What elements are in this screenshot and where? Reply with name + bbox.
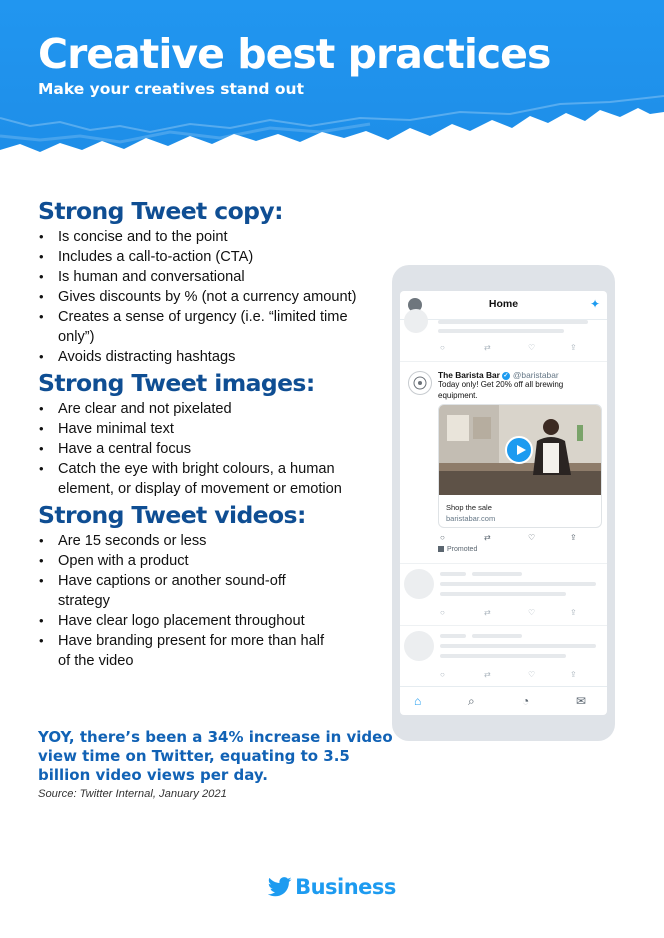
section-heading-copy: Strong Tweet copy: — [38, 197, 283, 225]
bullet-item: • Is concise and to the point — [38, 227, 388, 247]
tweet-author — [438, 370, 559, 380]
placeholder-line — [440, 654, 566, 658]
reply-icon: ○ — [440, 343, 445, 352]
footer-label: Business — [295, 875, 396, 899]
videos-bullets — [38, 531, 388, 671]
share-icon[interactable]: ⇪ — [570, 533, 577, 542]
tweet-text: Today only! Get 20% off all brewing equipment. — [438, 380, 564, 400]
tweet-divider — [400, 361, 607, 362]
timeline-title: Home — [488, 298, 519, 310]
tweet-divider — [400, 625, 607, 626]
placeholder-line — [440, 572, 466, 576]
tweet-media-card[interactable] — [438, 404, 602, 528]
stat-callout: YOY, there’s been a 34% increase in video view time on Twitter, equating to 3.5 billion video views per day. — [38, 728, 393, 784]
bullet-item: • Have a central focus — [38, 439, 388, 459]
twitter-bird-icon — [268, 877, 292, 897]
source-note: Source: Twitter Internal, January 2021 — [38, 788, 227, 800]
reply-icon[interactable]: ○ — [440, 533, 445, 542]
section-heading-videos: Strong Tweet videos: — [38, 501, 306, 529]
page-title: Creative best practices — [38, 30, 551, 78]
footer — [0, 875, 664, 902]
like-icon[interactable]: ♡ — [528, 533, 536, 542]
promoted-text: Promoted — [447, 546, 478, 553]
bullet-item: • Avoids distracting hashtags — [38, 347, 388, 367]
retweet-icon: ⇄ — [484, 608, 491, 617]
retweet-icon: ⇄ — [484, 670, 491, 679]
bullet-item: • Have clear logo placement throughout — [38, 611, 388, 631]
bullet-item: • Gives discounts by % (not a currency amount) — [38, 287, 388, 307]
verified-badge-icon: ✓ — [503, 372, 509, 379]
card-domain: baristabar.com — [446, 514, 496, 523]
placeholder-line — [472, 572, 522, 576]
retweet-icon: ⇄ — [484, 343, 491, 352]
bullet-item: • Catch the eye with bright colours, a human element, or display of movement or emotion — [38, 459, 388, 499]
reply-icon: ○ — [440, 670, 445, 679]
bullet-item: • Open with a product — [38, 551, 388, 571]
bullet-item: • Includes a call-to-action (CTA) — [38, 247, 388, 267]
placeholder-line — [440, 634, 466, 638]
images-bullets — [38, 399, 388, 499]
like-icon: ♡ — [528, 343, 536, 352]
bullet-item: • Are clear and not pixelated — [38, 399, 388, 419]
share-icon: ⇪ — [570, 670, 577, 679]
promoted-label — [438, 546, 477, 553]
reply-icon: ○ — [440, 608, 445, 617]
tweet-divider — [400, 563, 607, 564]
placeholder-avatar — [404, 569, 434, 599]
card-title: Shop the sale — [446, 503, 492, 512]
search-tab-icon[interactable]: ⌕ — [468, 694, 475, 708]
bullet-item: • Is human and conversational — [38, 267, 388, 287]
bullet-item: • Creates a sense of urgency (i.e. “limited time only”) — [38, 307, 348, 347]
barista-bar-logo-mark — [409, 372, 431, 394]
twitter-business-logo — [268, 875, 396, 899]
placeholder-line — [440, 644, 596, 648]
retweet-icon[interactable]: ⇄ — [484, 533, 491, 542]
bottom-tab-bar — [400, 686, 607, 715]
share-icon: ⇪ — [570, 608, 577, 617]
best-practices-list — [38, 196, 388, 672]
share-icon: ⇪ — [570, 343, 577, 352]
like-icon: ♡ — [528, 670, 536, 679]
play-button[interactable] — [505, 436, 533, 464]
placeholder-line — [440, 582, 596, 586]
copy-bullets — [38, 227, 388, 367]
page-subtitle: Make your creatives stand out — [38, 80, 304, 98]
promoted-icon — [438, 546, 444, 552]
bullet-item: • Have minimal text — [38, 419, 388, 439]
placeholder-line — [438, 329, 564, 333]
author-handle: @baristabar — [512, 370, 559, 380]
phone-mockup — [392, 265, 615, 741]
section-heading-images: Strong Tweet images: — [38, 369, 315, 397]
bullet-item: • Have branding present for more than half of the video — [38, 631, 328, 671]
bullet-item: • Are 15 seconds or less — [38, 531, 388, 551]
author-name: The Barista Bar — [438, 370, 500, 380]
phone-screen — [400, 291, 607, 715]
like-icon: ♡ — [528, 608, 536, 617]
home-tab-icon[interactable]: ⌂ — [414, 694, 422, 708]
placeholder-avatar — [404, 309, 428, 333]
placeholder-avatar — [404, 631, 434, 661]
notifications-tab-icon[interactable]: ◔ — [522, 694, 530, 708]
placeholder-line — [472, 634, 522, 638]
timeline-topbar — [400, 291, 607, 320]
barista-bar-logo — [408, 371, 432, 395]
sparkle-icon: ✦ — [590, 297, 601, 311]
placeholder-line — [440, 592, 566, 596]
placeholder-line — [438, 320, 588, 324]
bullet-item: • Have captions or another sound-off strategy — [38, 571, 328, 611]
messages-tab-icon[interactable]: ✉ — [576, 694, 587, 708]
